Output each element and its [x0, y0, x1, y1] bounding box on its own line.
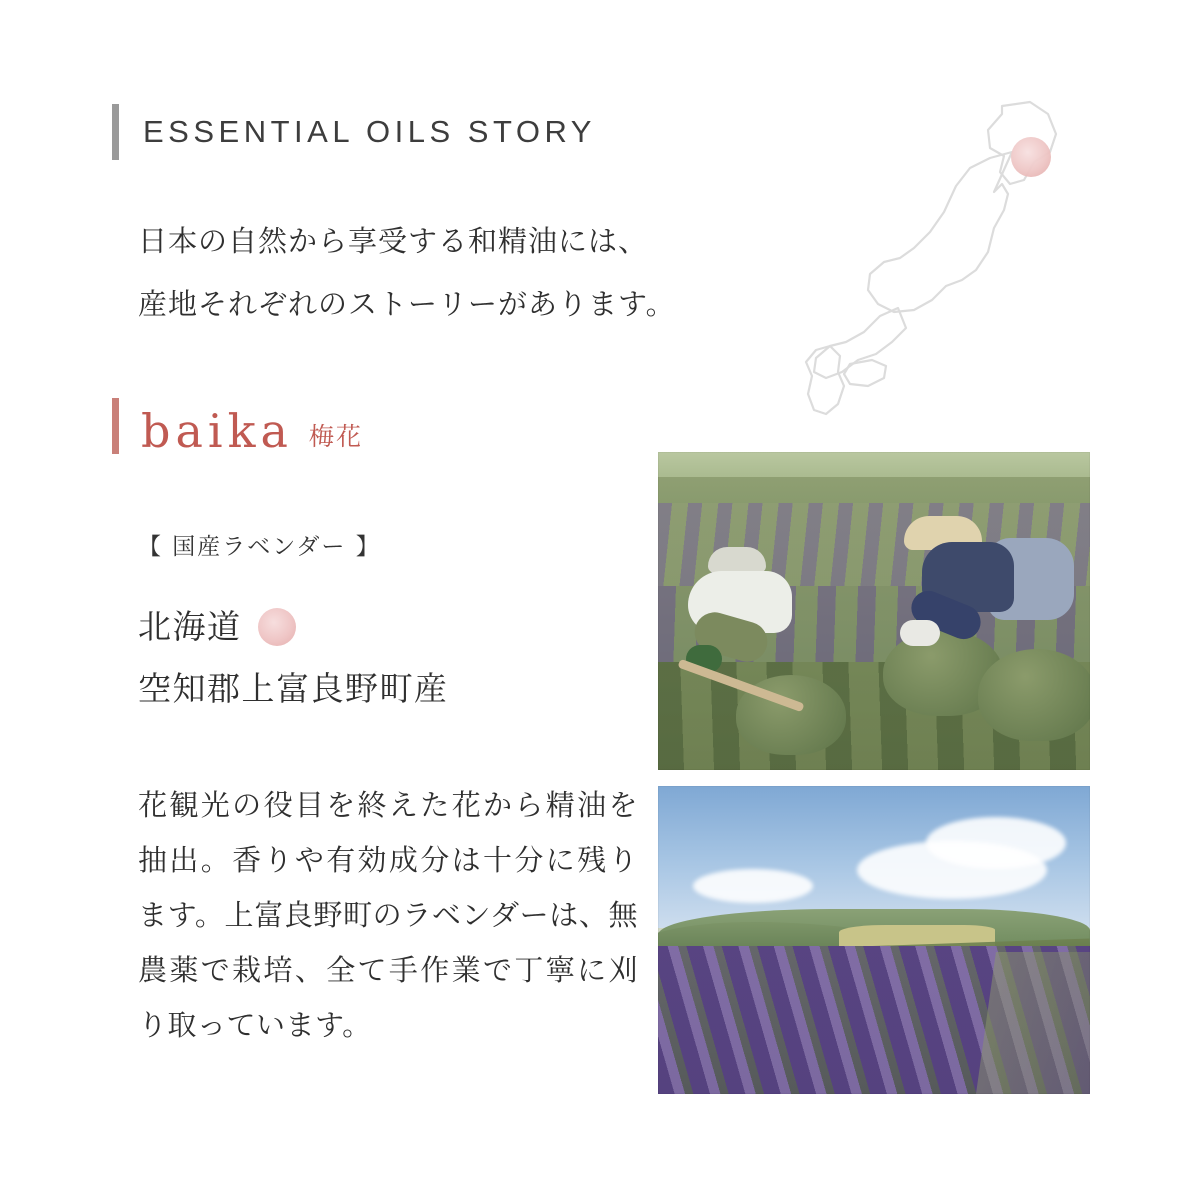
product-accent-bar	[112, 398, 119, 454]
body-paragraph: 花観光の役目を終えた花から精油を抽出。香りや有効成分は十分に残ります。上富良野町のラベンダーは、無農薬で栽培、全て手作業で丁寧に刈り取っています。	[138, 788, 638, 1042]
header-accent-bar	[112, 104, 119, 160]
product-name-latin: baika	[141, 404, 293, 458]
lavender-field-photo	[658, 786, 1090, 1094]
region-town: 空知郡上富良野町産	[138, 669, 449, 708]
region-marker-icon	[258, 608, 296, 646]
product-category: 【 国産ラベンダー 】	[138, 534, 381, 560]
lead-paragraph	[138, 210, 838, 336]
worker-right	[900, 516, 1070, 684]
story-header	[112, 104, 596, 160]
product-name-kanji: 梅花	[308, 422, 363, 451]
lead-line-1: 日本の自然から享受する和精油には、	[138, 224, 649, 258]
product-title	[112, 398, 363, 458]
lavender-harvest-photo	[658, 452, 1090, 770]
lead-line-2: 産地それぞれのストーリーがあります。	[138, 287, 676, 321]
map-hokkaido-marker-icon	[1011, 137, 1051, 177]
page-title: ESSENTIAL OILS STORY	[143, 114, 596, 149]
region-prefecture: 北海道	[138, 607, 242, 646]
japan-map	[780, 96, 1100, 426]
worker-left	[684, 547, 802, 677]
product-region	[138, 596, 449, 720]
